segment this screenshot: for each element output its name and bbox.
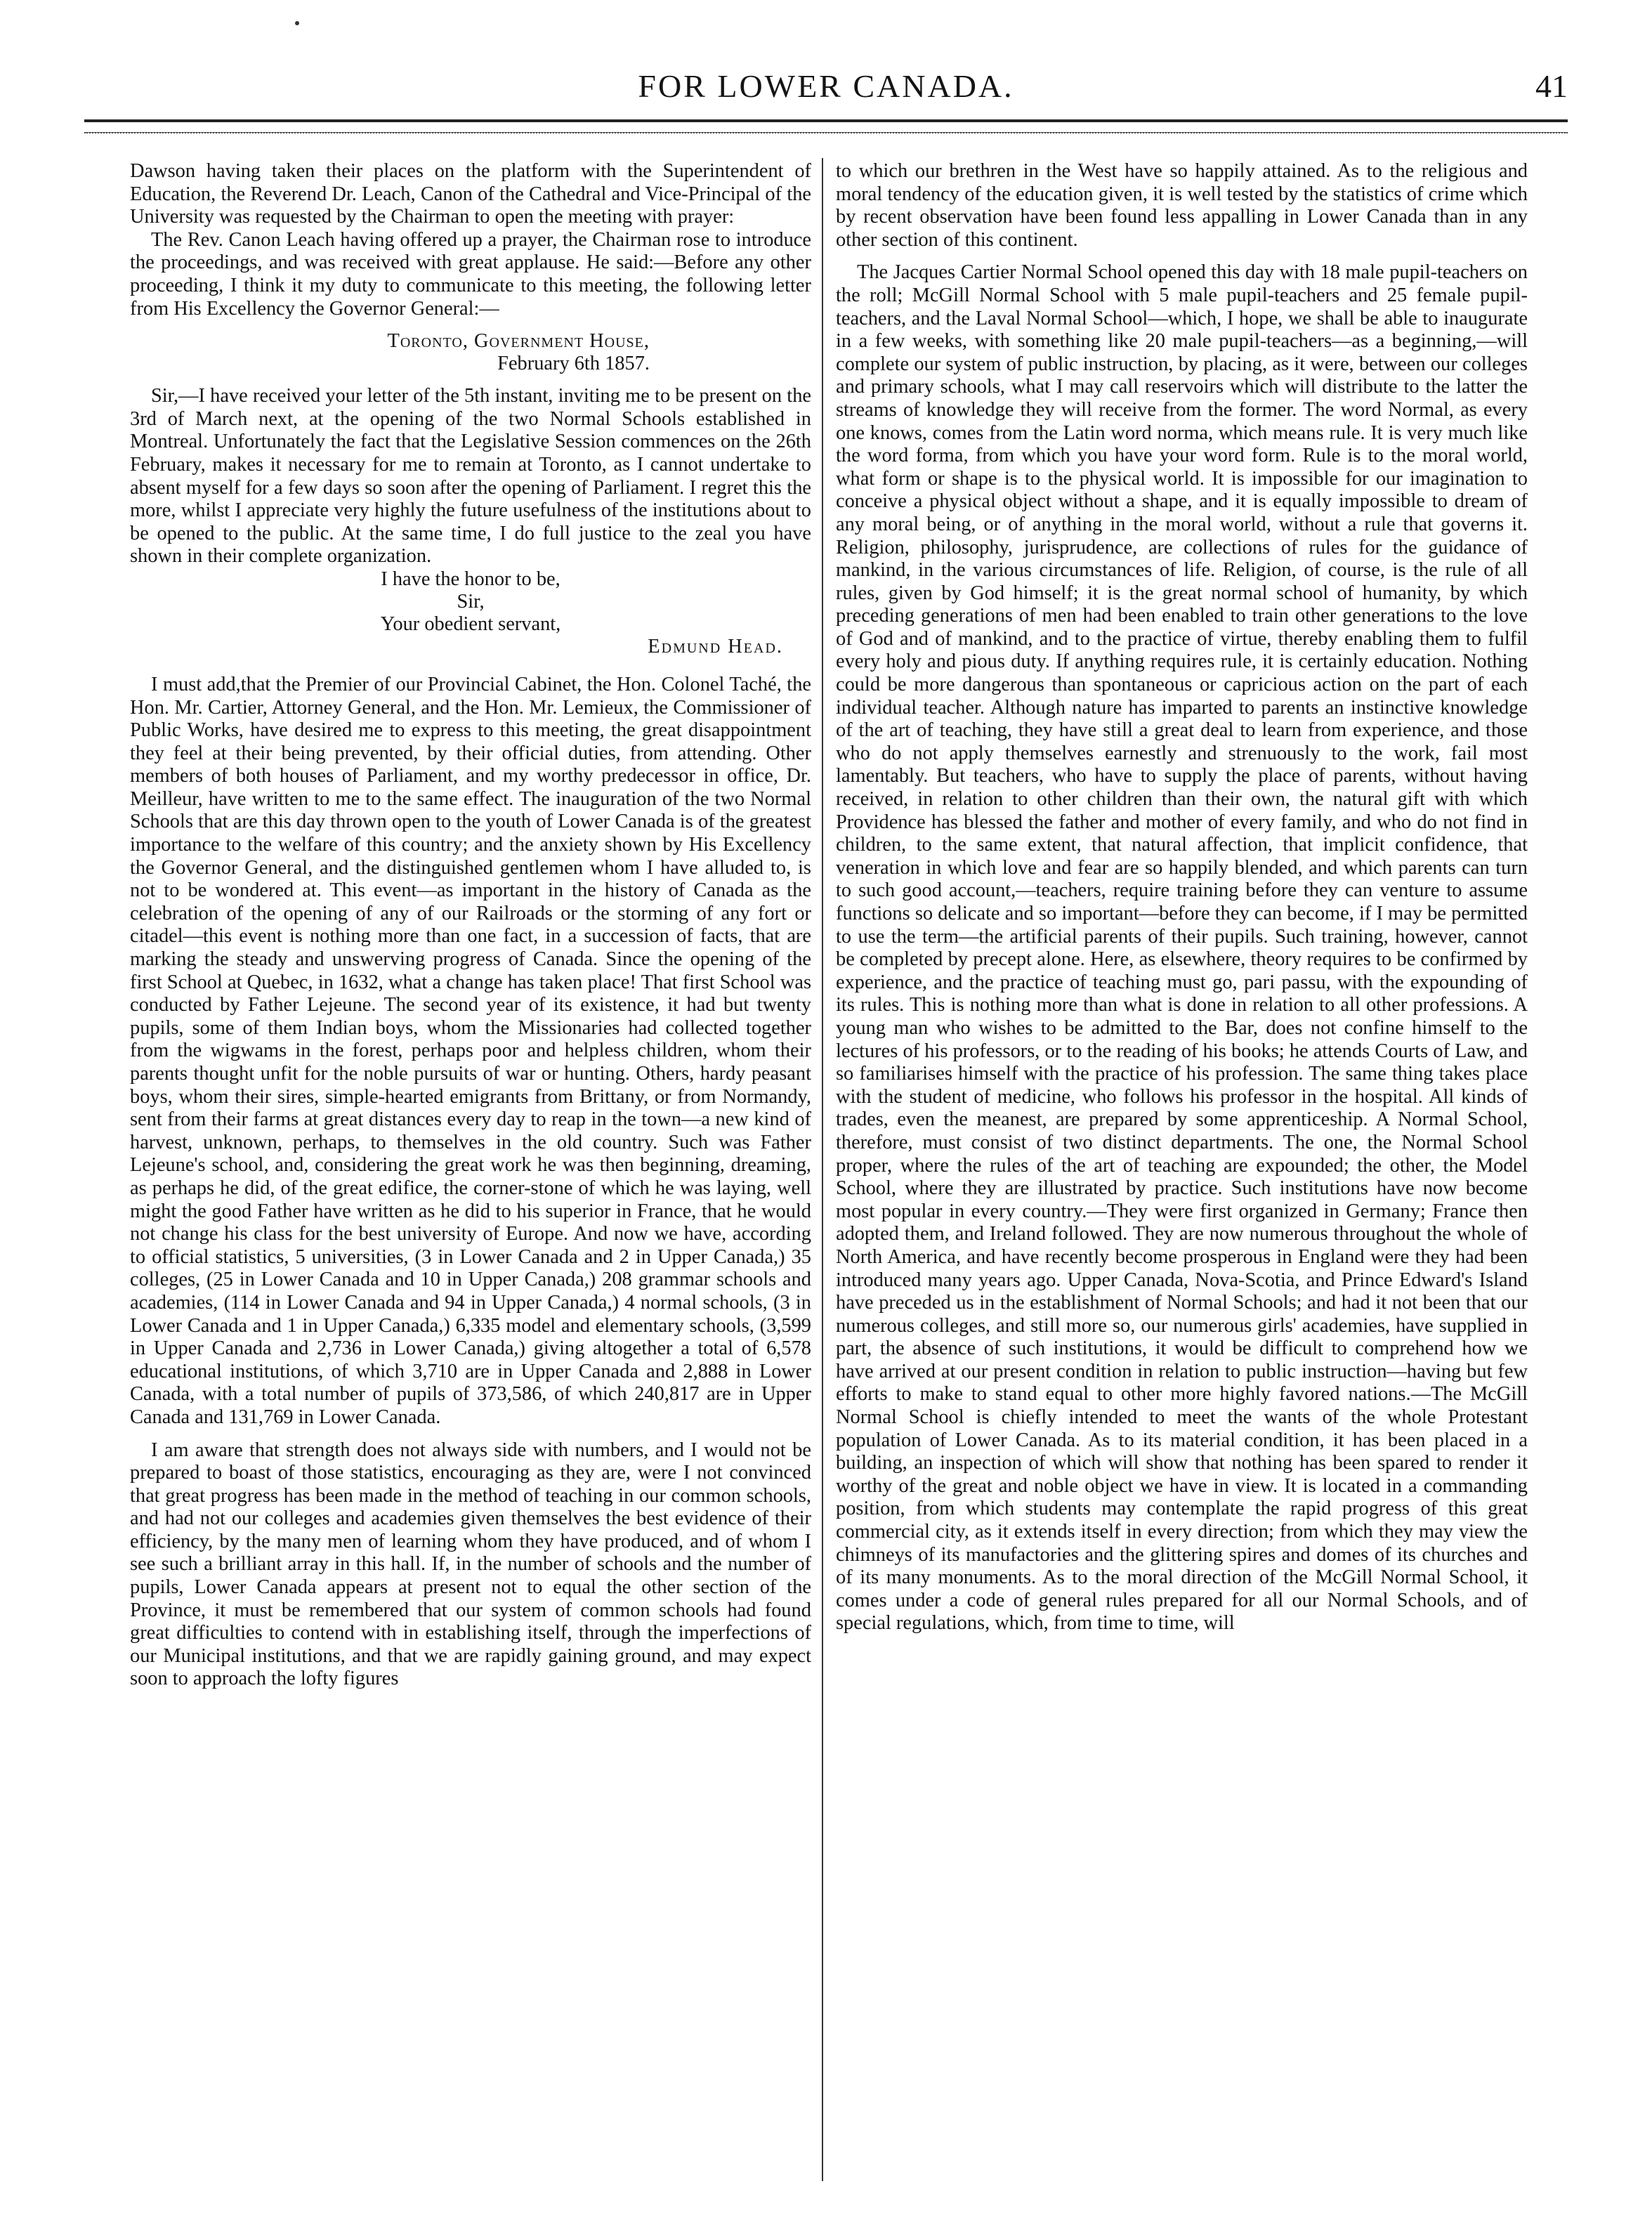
left-column bbox=[130, 160, 811, 2183]
dateline-place: Toronto, Government House, bbox=[387, 330, 650, 353]
paragraph: I am aware that strength does not always side with numbers, and I would not be prepared to boast of those statistics, encouraging as they are, were I not convinced that great progress has been made in the method of teaching in our common schools, and had not our colleges and academies given themselves the best evidence of their efficiency, by the many men of learning whom they have produced, and of whom I see such a brilliant array in this hall. If, in the number of schools and the number of pupils, Lower Canada appears at present not to equal the other section of the Province, it must be remembered that our system of common schools had found great difficulties to contend with in establishing itself, through the imperfections of our Municipal institutions, and that we are rapidly gaining ground, and may expect soon to approach the lofty figures bbox=[130, 1439, 811, 1690]
paragraph: The Rev. Canon Leach having offered up a prayer, the Chairman rose to introduce the proceedings, and was received with great applause. He said:—Before any other proceeding, I think it my duty to communicate to this meeting, the following letter from His Excellency the Governor General:— bbox=[130, 228, 811, 320]
paragraph: to which our brethren in the West have so happily attained. As to the religious and moral tendency of the education given, it is well tested by the statistics of crime which by recent observation have been found less appalling in Lower Canada than in any other section of this continent. bbox=[836, 160, 1528, 251]
letter-closing bbox=[130, 568, 811, 636]
header-rule bbox=[84, 119, 1568, 133]
page-number: 41 bbox=[1535, 68, 1568, 104]
letter-dateline bbox=[130, 330, 811, 375]
closing-line: Sir, bbox=[457, 590, 485, 613]
paragraph: Dawson having taken their places on the platform with the Superintendent of Education, the Reverend Dr. Leach, Canon of the Cathedral and Vice-Principal of the University was requested by the Chairman to open the meeting with prayer: bbox=[130, 160, 811, 228]
dateline-date: February 6th 1857. bbox=[497, 353, 650, 375]
page-title: FOR LOWER CANADA. bbox=[638, 68, 1014, 104]
right-column bbox=[836, 160, 1528, 2183]
running-head bbox=[84, 67, 1568, 110]
closing-line: I have the honor to be, bbox=[381, 568, 560, 590]
paragraph: The Jacques Cartier Normal School opened this day with 18 male pupil-teachers on the roll; McGill Normal School with 5 male pupil-teachers and 25 female pupil-teachers, and the Laval Normal School—which, I hope, we shall be able to inaugurate in a few weeks, with something like 20 male pupil-teachers—as a beginning,—will complete our system of public instruction, by placing, as it were, between our colleges and primary schools, what I may call reservoirs which will distribute to the latter the streams of knowledge they will receive from the former. The word Normal, as every one knows, comes from the Latin word norma, which means rule. It is very much like the word forma, from which you have your word form. Rule is to the moral world, what form or shape is to the physical world. It is impossible for our imagination to conceive a physical object without a shape, and it is equally impossible to dream of any moral being, or of anything in the moral world, without a rule that governs it. Religion, philosophy, jurisprudence, are collections of rules for the guidance of mankind, in the various circumstances of life. Religion, of course, is the rule of all rules, given by God himself; it is the great normal school of humanity, by which preceding generations of men had been enabled to train other generations to the love of God and of mankind, and to the practice of virtue, thereby enabling them to fulfil every holy and pious duty. If anything requires rule, it is certainly education. Nothing could be more dangerous than spontaneous or capricious action on the part of each individual teacher. Although nature has imparted to parents an instinctive knowledge of the art of teaching, they have still a great deal to learn from experience, and those who do not apply themselves earnestly and strenuously to the work, fail most lamentably. But teachers, who have to supply the place of parents, without having received, in relation to other children than their own, the natural gift with which Providence has blessed the father and mother of every family, and who do not find in children, to the same extent, that natural affection, that implicit confidence, that veneration in which love and fear are so happily blended, and which parents can turn to such good account,—teachers, require training before they can venture to assume functions so delicate and so important—before they can become, if I may be permitted to use the term—the artificial parents of their pupils. Such training, however, cannot be completed by precept alone. Here, as elsewhere, theory requires to be confirmed by experience, and the practice of teaching must go, pari passu, with the expounding of its rules. This is nothing more than what is done in relation to all other professions. A young man who wishes to be admitted to the Bar, does not confine himself to the lectures of his professors, or to the reading of his books; he attends Courts of Law, and so familiarises himself with the practice of his profession. The same thing takes place with the student of medicine, who follows his professor in the hospital. All kinds of trades, even the meanest, are prepared by some apprenticeship. A Normal School, therefore, must consist of two distinct departments. The one, the Normal School proper, where the rules of the art of teaching are expounded; the other, the Model School, where they are illustrated by practice. Such institutions have now become most popular in every country.—They were first organized in Germany; France then adopted them, and Ireland followed. They are now numerous throughout the whole of North America, and have recently become prosperous in England were they had been introduced many years ago. Upper Canada, Nova-Scotia, and Prince Edward's Island have preceded us in the establishment of Normal Schools; and had it not been that our numerous colleges, and still more so, our numerous girls' academies, have supplied in part, the absence of such institutions, it would be difficult to comprehend how we have arrived at our present condition in relation to public instruction—having but few efforts to make to stand equal to other more highly favored nations.—The McGill Normal School is chiefly intended to meet the wants of the whole Protestant population of Lower Canada. As to its material condition, it has been placed in a building, an inspection of which will show that nothing has been spared to render it worthy of the great and noble object we have in view. It is located in a commanding position, from which students may contemplate the rapid progress of this great commercial city, as it extends itself in every direction; from which they may view the chimneys of its manufactories and the glittering spires and domes of its churches and of its many monuments. As to the moral direction of the McGill Normal School, it comes under a code of general rules prepared for all our Normal Schools, and of special regulations, which, from time to time, will bbox=[836, 261, 1528, 1635]
header-dotted-rule bbox=[84, 132, 1568, 133]
letter-body: Sir,—I have received your letter of the 5th instant, inviting me to be present on the 3rd of March next, at the opening of the two Normal Schools established in Montreal. Unfortunately the fact that the Legislative Session commences on the 26th February, makes it necessary for me to remain at Toronto, as I cannot undertake to absent myself for a few days so soon after the opening of Parliament. I regret this the more, whilst I appreciate very highly the future usefulness of the institutions about to be opened to the public. At the same time, I do full justice to the zeal you have shown in their complete organization. bbox=[130, 385, 811, 568]
paragraph: I must add,that the Premier of our Provincial Cabinet, the Hon. Colonel Taché, the Hon. Mr. Cartier, Attorney General, and the Hon. Mr. Lemieux, the Commissioner of Public Works, have desired me to express to this meeting, the great disappointment they feel at their being prevented, by their official duties, from attending. Other members of both houses of Parliament, and my worthy predecessor in office, Dr. Meilleur, have written to me to the same effect. The inauguration of the two Normal Schools that are this day thrown open to the youth of Lower Canada is of the greatest importance to the welfare of this country; and the anxiety shown by His Excellency the Governor General, and the distinguished gentlemen whom I have alluded to, is not to be wondered at. This event—as important in the history of Canada as the celebration of the opening of any of our Railroads or the storming of any fort or citadel—this event is nothing more than one fact, in a succession of facts, that are marking the steady and unswerving progress of Canada. Since the opening of the first School at Quebec, in 1632, what a change has taken place! That first School was conducted by Father Lejeune. The second year of its existence, it had but twenty pupils, some of them Indian boys, whom the Missionaries had collected together from the wigwams in the forest, perhaps poor and helpless children, whom their parents thought unfit for the noble pursuits of war or hunting. Others, hardy peasant boys, whom their sires, simple-hearted emigrants from Brittany, or from Normandy, sent from their farms at great distances every day to reap in the town—a new kind of harvest, unknown, perhaps, to themselves in the old country. Such was Father Lejeune's school, and, considering the great work he was then beginning, dreaming, as perhaps he did, of the great edifice, the corner-stone of which he was laying, well might the good Father have written as he did to his superior in France, that he would not change his class for the best university of Europe. And now we have, according to official statistics, 5 universities, (3 in Lower Canada and 2 in Upper Canada,) 35 colleges, (25 in Lower Canada and 10 in Upper Canada,) 208 grammar schools and academies, (114 in Lower Canada and 94 in Upper Canada,) 4 normal schools, (3 in Lower Canada and 1 in Upper Canada,) 6,335 model and elementary schools, (3,599 in Upper Canada and 2,736 in Lower Canada,) giving altogether a total of 6,578 educational institutions, of which 3,710 are in Upper Canada and 2,888 in Lower Canada, with a total number of pupils of 373,586, of which 240,817 are in Upper Canada and 131,769 in Lower Canada. bbox=[130, 673, 811, 1428]
column-divider bbox=[822, 158, 823, 2181]
letter-signature: Edmund Head. bbox=[648, 635, 783, 657]
ink-speck bbox=[295, 21, 299, 25]
closing-line: Your obedient servant, bbox=[380, 613, 561, 635]
